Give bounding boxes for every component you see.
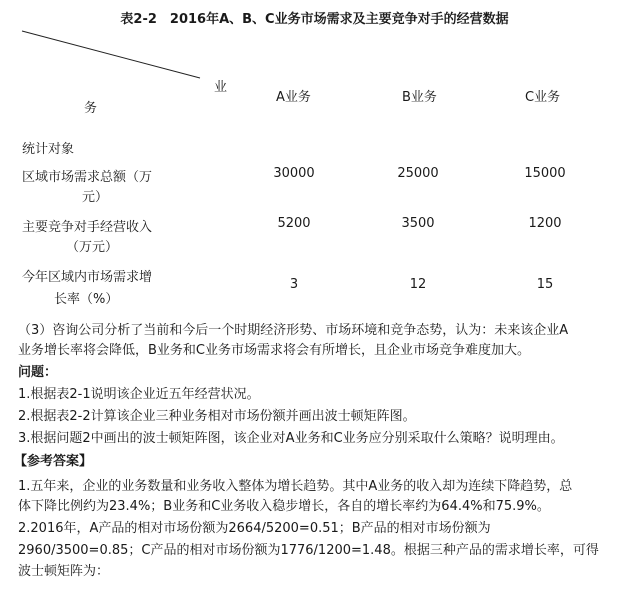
row-1-value-b: 25000 (397, 166, 439, 181)
row-2-label-line2: （万元） (66, 240, 119, 255)
row-2-value-a: 5200 (277, 216, 311, 231)
answer-2-line2: 2960/3500=0.85；C产品的相对市场份额为1776/1200=1.48。根据三种产品的需求增长率，可得 (18, 543, 599, 558)
row-3-value-b: 12 (409, 277, 427, 292)
diagonal-line (22, 31, 200, 78)
row-3-label-line2: 长率（%） (54, 292, 119, 307)
row-1-value-a: 30000 (273, 166, 315, 181)
row-1-value-c: 15000 (524, 166, 566, 181)
answer-heading: 【参考答案】 (14, 454, 93, 469)
row-2-label-line1: 主要竞争对手经营收入 (22, 220, 153, 235)
paragraph-3-line1: （3）咨询公司分析了当前和今后一个时期经济形势、市场环境和竞争态势，认为：未来该企业A (18, 323, 569, 338)
header-corner-top: 业 (214, 80, 228, 95)
answer-1-line2: 体下降比例约为23.4%；B业务和C业务收入稳步增长，各自的增长率约为64.4%和75.9%。 (18, 499, 550, 514)
question-1: 1.根据表2-1说明该企业近五年经营状况。 (18, 387, 260, 402)
row-1-label-line1: 区域市场需求总额（万 (22, 170, 153, 185)
column-header-b: B业务 (402, 90, 437, 105)
answer-2-line1: 2.2016年，A产品的相对市场份额为2664/5200=0.51；B产品的相对市场份额为 (18, 521, 491, 536)
answer-2-line3: 波士顿矩阵为： (18, 564, 110, 579)
question-3: 3.根据问题2中画出的波士顿矩阵图，该企业对A业务和C业务应分别采取什么策略？说明理由。 (18, 431, 564, 446)
row-3-value-c: 15 (536, 277, 554, 292)
question-2: 2.根据表2-2计算该企业三种业务相对市场份额并画出波士顿矩阵图。 (18, 409, 416, 424)
answer-1-line1: 1.五年来，企业的业务数量和业务收入整体为增长趋势。其中A业务的收入却为连续下降趋势，总 (18, 479, 573, 494)
row-3-label-line1: 今年区域内市场需求增 (22, 270, 153, 285)
questions-heading: 问题： (18, 365, 58, 380)
row-2-value-b: 3500 (401, 216, 435, 231)
row-header-label: 统计对象 (22, 142, 75, 157)
column-header-c: C业务 (525, 90, 561, 105)
paragraph-3-line2: 业务增长率将会降低，B业务和C业务市场需求将会有所增长，且企业市场竞争难度加大。 (18, 343, 530, 358)
row-1-label-line2: 元） (82, 190, 109, 205)
column-header-a: A业务 (276, 90, 311, 105)
row-2-value-c: 1200 (528, 216, 562, 231)
table-title: 表2-2 2016年A、B、C业务市场需求及主要竞争对手的经营数据 (120, 12, 509, 27)
header-corner-bottom: 务 (84, 101, 98, 116)
row-3-value-a: 3 (289, 277, 299, 292)
